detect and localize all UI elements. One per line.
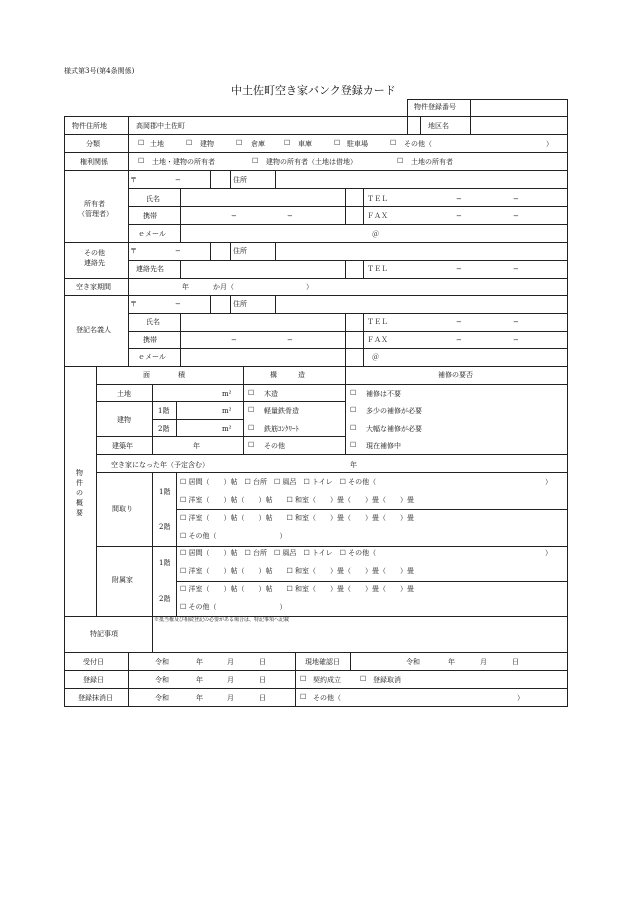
reg-cancel-option: 登録取消 — [373, 676, 401, 684]
grid-line — [363, 260, 364, 279]
owner-postal-mark: 〒 — [130, 176, 137, 184]
grid-line — [176, 472, 177, 617]
owner-fax-label: ＦＡＸ — [367, 212, 388, 220]
rights-label: 権利関係 — [80, 158, 108, 166]
grid-line — [64, 242, 568, 243]
grid-line — [96, 401, 346, 402]
grid-line — [96, 454, 568, 455]
grid-line — [152, 419, 243, 420]
grid-line — [128, 313, 568, 314]
registrant-name-label: 氏名 — [146, 318, 160, 326]
area-header: 面 積 — [143, 371, 185, 379]
grid-line — [470, 99, 471, 117]
registration-number-label: 物件登録番号 — [414, 103, 456, 111]
overview-label-char: 概 — [76, 499, 83, 507]
built-year-label: 建築年 — [112, 442, 133, 450]
checkbox-icon[interactable]: ☐ — [138, 139, 145, 147]
owner-mobile-dash: − — [287, 212, 293, 220]
vacancy-close: ） — [306, 283, 313, 291]
category-label: 分類 — [86, 140, 100, 148]
received-day: 日 — [259, 658, 266, 666]
registrant-tel-dash: − — [456, 318, 462, 326]
annex-floor2: 2階 — [159, 595, 171, 603]
owner-label: 所有者 — [84, 200, 105, 208]
grid-line — [64, 152, 568, 153]
grid-line — [407, 99, 408, 135]
other-postal-mark: 〒 — [130, 247, 137, 255]
site-check-year: 年 — [448, 658, 455, 666]
grid-line — [64, 652, 568, 653]
grid-line — [275, 170, 276, 189]
category-option-land: 土地 — [150, 140, 164, 148]
sqm-unit: m² — [222, 390, 232, 398]
registrant-mobile-dash: − — [287, 336, 293, 344]
grid-line — [96, 384, 568, 385]
checkbox-icon[interactable]: ☐ — [350, 389, 357, 397]
grid-line — [128, 116, 129, 171]
grid-line — [128, 170, 129, 367]
checkbox-icon[interactable]: ☐ — [236, 139, 243, 147]
grid-line — [345, 188, 346, 225]
floor-plan-row[interactable]: ☐ 居間（ ）帖 ☐ 台所 ☐ 風呂 ☐ トイレ ☐ その他（ — [180, 478, 377, 486]
grid-line — [407, 99, 568, 100]
grid-line — [210, 295, 211, 314]
grid-line — [64, 670, 568, 671]
other-postal-dash: − — [175, 247, 181, 255]
owner-tel-label: ＴＥＬ — [367, 195, 388, 203]
checkbox-icon[interactable]: ☐ — [252, 157, 259, 165]
built-year-unit: 年 — [193, 442, 200, 450]
grid-line — [230, 242, 231, 261]
overview-label-char: の — [76, 489, 83, 497]
grid-line — [180, 188, 181, 243]
registration-number-field[interactable] — [470, 101, 566, 115]
floor2-label: 2階 — [158, 425, 170, 433]
grid-line — [128, 260, 568, 261]
registrant-mobile-label: 携帯 — [143, 336, 157, 344]
grid-line — [64, 688, 568, 689]
checkbox-icon[interactable]: ☐ — [397, 157, 404, 165]
grid-line — [180, 260, 181, 279]
floor-plan-row[interactable]: ☐ 洋室（ ）帖（ ）帖 ☐ 和室（ ）畳（ ）畳（ ）畳 — [180, 514, 415, 522]
grid-line — [128, 224, 568, 225]
grid-line — [96, 436, 346, 437]
address-label: 物件住所地 — [72, 122, 107, 130]
grid-line — [128, 206, 568, 207]
grid-line — [176, 401, 177, 437]
floor-plan-row[interactable]: ☐ その他（ ） — [180, 532, 287, 540]
structure-other: その他 — [264, 442, 285, 450]
owner-postal-dash: − — [175, 176, 181, 184]
owner-label-sub: （管理者） — [78, 210, 113, 218]
annex-row-close: ） — [545, 549, 552, 557]
other-address-label: 住所 — [233, 247, 247, 255]
grid-line — [64, 116, 65, 707]
annex-row[interactable]: ☐ 洋室（ ）帖（ ）帖 ☐ 和室（ ）畳（ ）畳（ ）畳 — [180, 567, 415, 575]
grid-line — [96, 366, 97, 617]
vacant-since-unit: 年 — [350, 461, 357, 469]
form-number: 様式第3号(第4条関係) — [64, 67, 135, 75]
land-label: 土地 — [117, 390, 131, 398]
category-option-building: 建物 — [200, 140, 214, 148]
other-tel-dash: − — [456, 265, 462, 273]
owner-mobile-dash: − — [231, 212, 237, 220]
checkbox-icon[interactable]: ☐ — [284, 139, 291, 147]
grid-line — [64, 616, 568, 617]
grid-line — [64, 170, 568, 171]
grid-line — [96, 546, 568, 547]
registered-year: 年 — [196, 676, 203, 684]
checkbox-icon[interactable]: ☐ — [186, 139, 193, 147]
grid-line — [152, 472, 153, 617]
rights-option-land-owner: 土地の所有者 — [411, 158, 453, 166]
registered-day: 日 — [259, 676, 266, 684]
annex-floor1: 1階 — [159, 559, 171, 567]
registrant-postal-mark: 〒 — [130, 300, 137, 308]
other-contact-name-label: 連絡先名 — [136, 265, 164, 273]
category-option-garage: 車庫 — [298, 140, 312, 148]
grid-line — [363, 313, 364, 367]
received-year: 年 — [196, 658, 203, 666]
owner-fax-dash: − — [456, 212, 462, 220]
repair-none: 補修は不要 — [366, 390, 401, 398]
checkbox-icon[interactable]: ☐ — [390, 139, 397, 147]
other-contact-label-sub: 連絡先 — [84, 259, 105, 267]
grid-line — [152, 401, 153, 437]
structure-light-steel: 軽量鉄骨造 — [264, 407, 299, 415]
floor-plan-floor2: 2階 — [159, 523, 171, 531]
grid-line — [243, 366, 244, 455]
grid-line — [180, 313, 181, 367]
grid-line — [64, 134, 568, 135]
checkbox-icon[interactable]: ☐ — [334, 139, 341, 147]
site-check-day: 日 — [512, 658, 519, 666]
floor-plan-floor1: 1階 — [159, 488, 171, 496]
annex-row[interactable]: ☐ 居間（ ）帖 ☐ 台所 ☐ 風呂 ☐ トイレ ☐ その他（ — [180, 549, 377, 557]
repair-header: 補修の要否 — [438, 371, 473, 379]
structure-header: 構 造 — [270, 371, 305, 379]
grid-line — [176, 581, 568, 582]
grid-line — [345, 366, 346, 455]
checkbox-icon[interactable]: ☐ — [248, 424, 255, 432]
registrant-email-label: ｅメール — [138, 353, 166, 361]
grid-line — [210, 170, 211, 189]
checkbox-icon[interactable]: ☐ — [360, 675, 367, 683]
owner-email-at: ＠ — [372, 230, 379, 238]
grid-line — [363, 188, 364, 225]
overview-label-char: 件 — [76, 479, 83, 487]
received-label: 受付日 — [83, 658, 104, 666]
grid-line — [295, 652, 296, 707]
grid-line — [420, 116, 421, 135]
vacancy-period-label: 空き家期間 — [76, 283, 111, 291]
registrant-fax-dash: − — [456, 336, 462, 344]
checkbox-icon[interactable]: ☐ — [350, 406, 357, 414]
repair-in-progress: 現在補修中 — [366, 442, 401, 450]
other-option: その他（ — [313, 694, 341, 702]
grid-line — [128, 348, 568, 349]
site-check-month: 月 — [480, 658, 487, 666]
grid-line — [64, 366, 568, 367]
grid-line — [152, 616, 153, 653]
registered-label: 登録日 — [83, 676, 104, 684]
vacant-since-label: 空き家になった年（予定含む） — [111, 461, 209, 469]
structure-concrete: 鉄筋ｺﾝｸﾘｰﾄ — [264, 425, 299, 433]
grid-line — [345, 260, 346, 279]
notes-label: 特記事項 — [90, 630, 118, 638]
received-era: 令和 — [155, 658, 169, 666]
repair-some: 多少の補修が必要 — [366, 407, 422, 415]
sqm-unit: m² — [222, 425, 232, 433]
registrant-fax-label: ＦＡＸ — [367, 336, 388, 344]
registrant-fax-dash: − — [513, 336, 519, 344]
registered-era: 令和 — [155, 676, 169, 684]
category-option-warehouse: 倉庫 — [251, 140, 265, 148]
cancelled-label: 登録抹消日 — [78, 694, 113, 702]
sqm-unit: m² — [222, 407, 232, 415]
grid-line — [64, 116, 568, 117]
grid-line — [275, 242, 276, 261]
grid-line — [176, 509, 568, 510]
other-contact-label: その他 — [84, 249, 105, 257]
cancelled-day: 日 — [259, 694, 266, 702]
contract-option: 契約成立 — [313, 676, 341, 684]
notes-hint: ※抵当権及び相続登記の必要がある場合は、特記事項へ記載 — [154, 617, 290, 623]
checkbox-icon[interactable]: ☐ — [300, 675, 307, 683]
annex-label: 附属家 — [112, 576, 133, 584]
owner-name-label: 氏名 — [146, 195, 160, 203]
floor1-label: 1階 — [158, 407, 170, 415]
checkbox-icon[interactable]: ☐ — [138, 157, 145, 165]
registrant-address-label: 住所 — [233, 300, 247, 308]
grid-line — [64, 295, 568, 296]
district-label: 地区名 — [428, 122, 449, 130]
owner-fax-dash: − — [513, 212, 519, 220]
grid-line — [230, 295, 231, 314]
registrant-mobile-dash: − — [231, 336, 237, 344]
floor-plan-row[interactable]: ☐ 洋室（ ）帖（ ）帖 ☐ 和室（ ）畳（ ）畳（ ）畳 — [180, 496, 415, 504]
grid-line — [275, 295, 276, 314]
site-check-label: 現地確認日 — [305, 658, 340, 666]
vacancy-years: 年 — [182, 283, 189, 291]
category-option-parking: 駐車場 — [347, 140, 368, 148]
checkbox-icon[interactable]: ☐ — [248, 389, 255, 397]
building-label: 建物 — [117, 416, 131, 424]
owner-tel-dash: − — [513, 195, 519, 203]
checkbox-icon[interactable]: ☐ — [248, 406, 255, 414]
checkbox-icon[interactable]: ☐ — [248, 441, 255, 449]
grid-line — [350, 652, 351, 671]
page-title: 中土佐町空き家バンク登録カード — [231, 84, 396, 97]
annex-row[interactable]: ☐ その他（ ） — [180, 603, 287, 611]
other-option-close: ） — [517, 694, 524, 702]
rights-option-owner-both: 土地・建物の所有者 — [152, 158, 215, 166]
checkbox-icon[interactable]: ☐ — [350, 424, 357, 432]
grid-line — [128, 331, 568, 332]
received-month: 月 — [227, 658, 234, 666]
grid-line — [230, 170, 231, 189]
category-close: ） — [546, 140, 553, 148]
checkbox-icon[interactable]: ☐ — [350, 441, 357, 449]
category-option-other: その他（ — [404, 140, 432, 148]
cancelled-era: 令和 — [155, 694, 169, 702]
grid-line — [567, 99, 568, 707]
registrant-tel-dash: − — [513, 318, 519, 326]
grid-line — [128, 652, 129, 707]
structure-wood: 木造 — [264, 390, 278, 398]
vacancy-months: か月（ — [213, 283, 234, 291]
owner-mobile-label: 携帯 — [143, 212, 157, 220]
cancelled-month: 月 — [227, 694, 234, 702]
owner-address-label: 住所 — [233, 176, 247, 184]
other-tel-label: ＴＥＬ — [367, 265, 388, 273]
other-tel-dash: − — [513, 265, 519, 273]
grid-line — [96, 472, 568, 473]
registrant-label: 登記名義人 — [76, 326, 111, 334]
grid-line — [128, 188, 568, 189]
owner-tel-dash: − — [456, 195, 462, 203]
repair-major: 大幅な補修が必要 — [366, 425, 422, 433]
floor-plan-label: 間取り — [112, 505, 133, 513]
registrant-email-at: ＠ — [372, 353, 379, 361]
grid-line — [345, 313, 346, 367]
cancelled-year: 年 — [196, 694, 203, 702]
overview-label-char: 要 — [76, 509, 83, 517]
registrant-postal-dash: − — [175, 300, 181, 308]
site-check-era: 令和 — [406, 658, 420, 666]
grid-line — [470, 116, 471, 135]
rights-option-building-owner: 建物の所有者（土地は借地） — [266, 158, 357, 166]
registrant-tel-label: ＴＥＬ — [367, 318, 388, 326]
registered-month: 月 — [227, 676, 234, 684]
floor-plan-row-close: ） — [545, 478, 552, 486]
grid-line — [64, 278, 568, 279]
annex-row[interactable]: ☐ 洋室（ ）帖（ ）帖 ☐ 和室（ ）畳（ ）畳（ ）畳 — [180, 585, 415, 593]
grid-line — [64, 706, 568, 707]
owner-email-label: ｅメール — [138, 230, 166, 238]
address-value[interactable]: 高岡郡中土佐町 — [136, 122, 185, 130]
overview-label-char: 物 — [76, 469, 83, 477]
grid-line — [210, 242, 211, 261]
checkbox-icon[interactable]: ☐ — [300, 693, 307, 701]
